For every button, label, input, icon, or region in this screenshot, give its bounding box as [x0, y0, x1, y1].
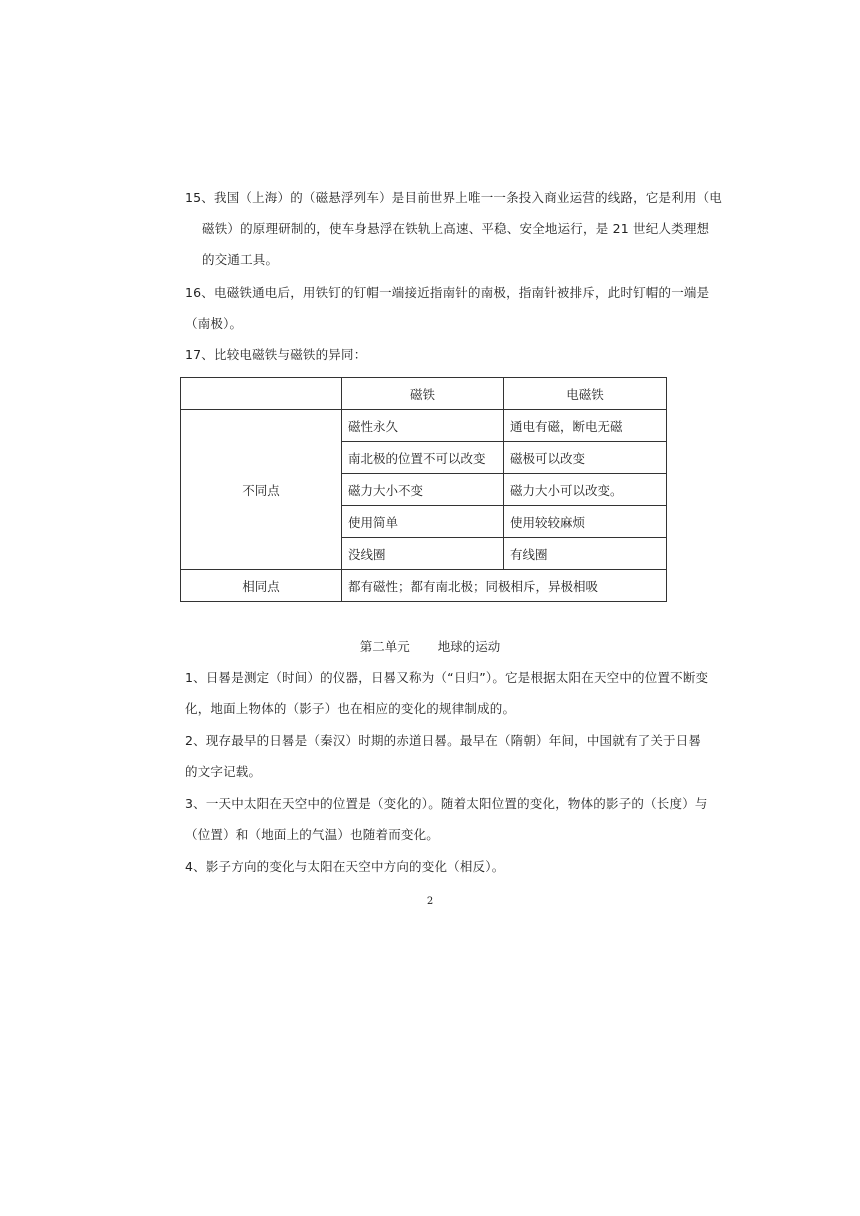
similarities-cell: 都有磁性；都有南北极；同极相斥，异极相吸 [342, 570, 667, 602]
table-cell-electromagnet: 有线圈 [504, 538, 667, 570]
comparison-table [180, 377, 667, 602]
section-title-text: 地球的运动 [437, 639, 501, 654]
table-cell-magnet: 磁力大小不变 [342, 474, 504, 506]
section-paragraph-4 [185, 851, 670, 882]
section-unit: 第二单元 [359, 639, 410, 654]
table-cell-magnet: 使用简单 [342, 506, 504, 538]
paragraph-line: 2、现存最早的日晷是（秦汉）时期的赤道日晷。最早在（隋朝）年间，中国就有了关于日晷 [185, 733, 702, 748]
table-cell-electromagnet: 使用较较麻烦 [504, 506, 667, 538]
page-number: 2 [426, 896, 434, 907]
section-paragraph-3 [185, 788, 708, 850]
paragraph-16 [185, 277, 710, 339]
table-header-row [181, 378, 667, 410]
differences-label-cell: 不同点 [181, 410, 342, 570]
table-cell-magnet: 磁性永久 [342, 410, 504, 442]
table-cell-magnet: 南北极的位置不可以改变 [342, 442, 504, 474]
paragraph-line: （位置）和（地面上的气温）也随着而变化。 [185, 827, 440, 842]
table-cell-magnet: 没线圈 [342, 538, 504, 570]
section-paragraph-1 [185, 662, 709, 724]
table-header-magnet: 磁铁 [342, 378, 504, 410]
paragraph-line: 15、我国（上海）的（磁悬浮列车）是目前世界上唯一一条投入商业运营的线路，它是利用（电 [185, 190, 723, 205]
table-row [181, 410, 667, 442]
table-cell-electromagnet: 磁极可以改变 [504, 442, 667, 474]
paragraph-line: 4、影子方向的变化与太阳在天空中方向的变化（相反）。 [185, 859, 505, 874]
table-cell-electromagnet: 通电有磁，断电无磁 [504, 410, 667, 442]
table-row [181, 570, 667, 602]
paragraph-15 [185, 182, 723, 275]
table-header-electromagnet: 电磁铁 [504, 378, 667, 410]
paragraph-line: 的文字记载。 [185, 764, 262, 779]
section-heading [0, 638, 860, 656]
paragraph-17 [185, 339, 670, 370]
paragraph-line: 磁铁）的原理研制的，使车身悬浮在铁轨上高速、平稳、安全地运行，是 21 世纪人类理想 [202, 221, 710, 236]
table-header-empty-cell [181, 378, 342, 410]
paragraph-line: 的交通工具。 [202, 252, 279, 267]
paragraph-line: 17、比较电磁铁与磁铁的异同： [185, 347, 367, 362]
section-paragraph-2 [185, 725, 702, 787]
paragraph-line: 1、日晷是测定（时间）的仪器，日晷又称为（“日归”）。它是根据太阳在天空中的位置不断变 [185, 670, 709, 685]
paragraph-line: 化，地面上物体的（影子）也在相应的变化的规律制成的。 [185, 701, 516, 716]
paragraph-line: 3、一天中太阳在天空中的位置是（变化的）。随着太阳位置的变化，物体的影子的（长度）与 [185, 796, 708, 811]
similarities-label-cell: 相同点 [181, 570, 342, 602]
paragraph-line: （南极）。 [185, 316, 243, 331]
paragraph-line: 16、电磁铁通电后，用铁钉的钉帽一端接近指南针的南极，指南针被排斥，此时钉帽的一端是 [185, 285, 710, 300]
table-cell-electromagnet: 磁力大小可以改变。 [504, 474, 667, 506]
